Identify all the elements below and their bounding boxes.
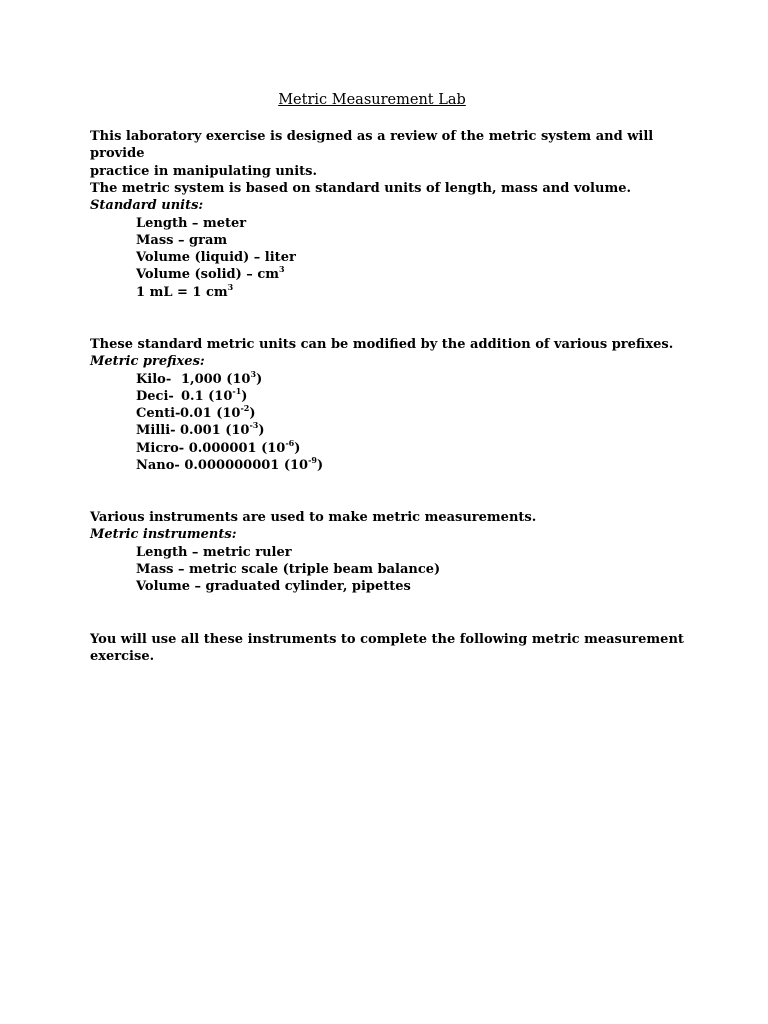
prefix-item-micro: Micro- 0.000001 $(10^{-6})$: [136, 437, 301, 456]
instr-intro: Various instruments are used to make metric measurements.: [90, 510, 537, 525]
intro-line-2: practice in manipulating units.: [90, 163, 318, 179]
units-heading: Standard units:: [90, 198, 204, 214]
unit-item-mass: Mass – gram: [136, 232, 228, 248]
prefix-heading: Metric prefixes:: [90, 354, 205, 370]
standard-units-section: [90, 180, 690, 301]
instrument-item-volume: Volume – graduated cylinder, pipettes: [136, 579, 411, 595]
prefix-item-centi: Centi-0.01 $(10^{-2})$: [136, 403, 256, 422]
prefix-item-nano: Nano- 0.000000001 $(10^{-9})$: [136, 455, 324, 474]
closing-line-2: exercise.: [90, 649, 155, 665]
unit-item-length: Length – meter: [136, 215, 247, 231]
prefix-item-kilo: Kilo- 1,000 $(10^3)$: [136, 368, 263, 387]
prefix-item-deci: Deci- 0.1 $(10^{-1})$: [136, 385, 248, 404]
page-title: Metric Measurement Lab: [278, 92, 466, 108]
prefix-item-milli: Milli- 0.001 $(10^{-3})$: [136, 420, 265, 439]
superscript: 3: [227, 281, 234, 292]
closing-paragraph: [90, 631, 690, 666]
units-intro: The metric system is based on standard units of length, mass and volume.: [90, 181, 631, 196]
unit-item-volume-liquid: Volume (liquid) – liter: [136, 250, 296, 266]
superscript: 3: [279, 264, 285, 275]
prefix-intro: These standard metric units can be modified by the addition of various prefixes.: [90, 337, 674, 352]
unit-item-volume-solid: Volume (solid) – $cm^3$: [136, 264, 285, 283]
unit-item-ml-equivalence: 1 mL = 1 $cm^3$: [136, 281, 234, 300]
intro-line-1: This laboratory exercise is designed as a review of the metric system and will provide: [90, 129, 654, 162]
instrument-item-mass: Mass – metric scale (triple beam balance): [136, 561, 441, 577]
closing-line-1: You will use all these instruments to complete the following metric measurement: [90, 632, 684, 647]
instrument-item-length: Length – metric ruler: [136, 544, 292, 560]
instr-heading: Metric instruments:: [90, 527, 237, 543]
metric-prefixes-section: [90, 336, 690, 474]
metric-instruments-section: [90, 509, 690, 595]
intro-paragraph: [90, 128, 690, 180]
